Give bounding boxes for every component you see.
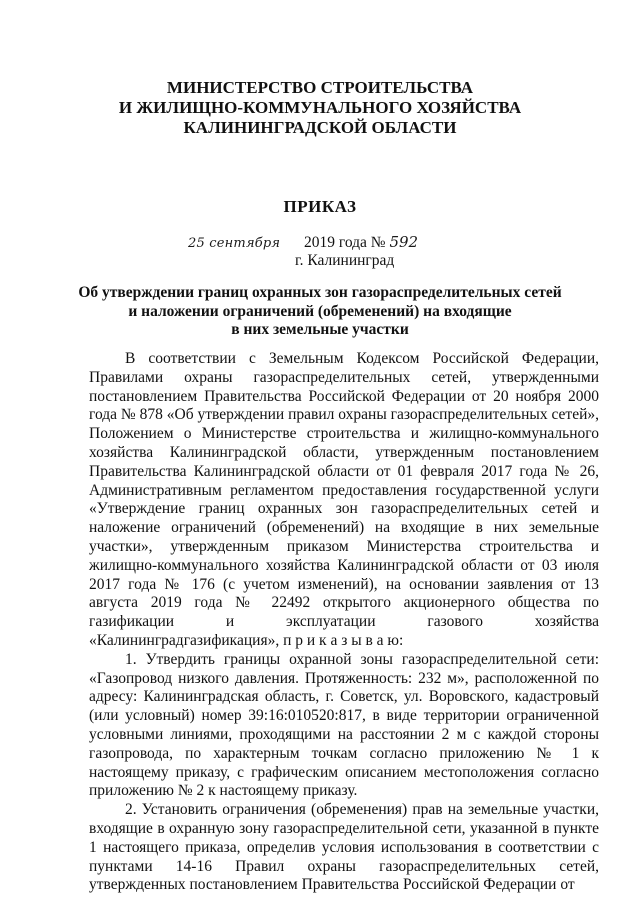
clause-2-paragraph: 2. Установить ограничения (обременения) прав на земельные участки, входящие в охранную зону газораспределительной сети, указанной в пункте 1 настоящего приказа, определив условия использования в соответствии с пунктами 14-16 Правил охраны газораспределительных сетей, утвержденных постановлением Правительства Российской Федерации от [89, 801, 599, 894]
subject-line-2: и наложении ограничений (обременений) на входящие [128, 302, 512, 320]
preamble-paragraph: В соответствии с Земельным Кодексом Российской Федерации, Правилами охраны газораспределительных сетей, утвержденными постановлением Правительства Российской Федерации от 20 ноября 2000 года № 878 «Об утверждении правил охраны газораспределительных сетей», Положением о Министерстве строительства и жилищно-коммунального хозяйства Калининградской области, утвержденным постановлением Правительства Калининградской области от 01 февраля 2017 года № 26, Административным регламентом предоставления государственной услуги «Утверждение границ охранных зон газораспределительных сетей и наложение ограничений (обременений) на входящие в них земельные участки», утвержденным приказом Министерства строительства и жилищно-коммунального хозяйства Калининградской области от 03 июля 2017 года № 176 (с учетом изменений), на основании заявления от 13 августа 2019 года № 22492 открытого акционерного общества по газификации и эксплуатации газового хозяйства «Калининградгазификация», п р и к а з ы в а ю: [89, 350, 599, 649]
order-city: г. Калининград [295, 252, 395, 269]
order-subject [0, 284, 640, 340]
order-year-text: 2019 года № [303, 234, 386, 251]
order-date-line [188, 233, 418, 252]
order-title: ПРИКАЗ [283, 197, 357, 216]
ministry-line-1: МИНИСТЕРСТВО СТРОИТЕЛЬСТВА [166, 78, 474, 97]
ministry-line-2: И ЖИЛИЩНО-КОММУНАЛЬНОГО ХОЗЯЙСТВА [118, 98, 522, 117]
order-body [89, 350, 599, 895]
subject-line-3: в них земельные участки [231, 321, 409, 339]
ministry-header [0, 78, 640, 138]
handwritten-date: 25 сентября [188, 236, 281, 251]
ministry-line-3: КАЛИНИНГРАДСКОЙ ОБЛАСТИ [183, 118, 457, 137]
clause-1-paragraph: 1. Утвердить границы охранной зоны газораспределительной сети: «Газопровод низкого давления. Протяженность: 232 м», расположенной по адресу: Калининградская область, г. Советск, ул. Воровского, кадастровый (или условный) номер 39:16:010520:817, в виде территории ограниченной условными линиями, проходящими на расстоянии 2 м с каждой стороны газопровода, по характерным точкам согласно приложению № 1 к настоящему приказу, с графическим описанием местоположения согласно приложению № 2 к настоящему приказу. [89, 650, 599, 800]
subject-line-1: Об утверждении границ охранных зон газораспределительных сетей [78, 284, 562, 301]
handwritten-order-number: 592 [389, 233, 419, 251]
